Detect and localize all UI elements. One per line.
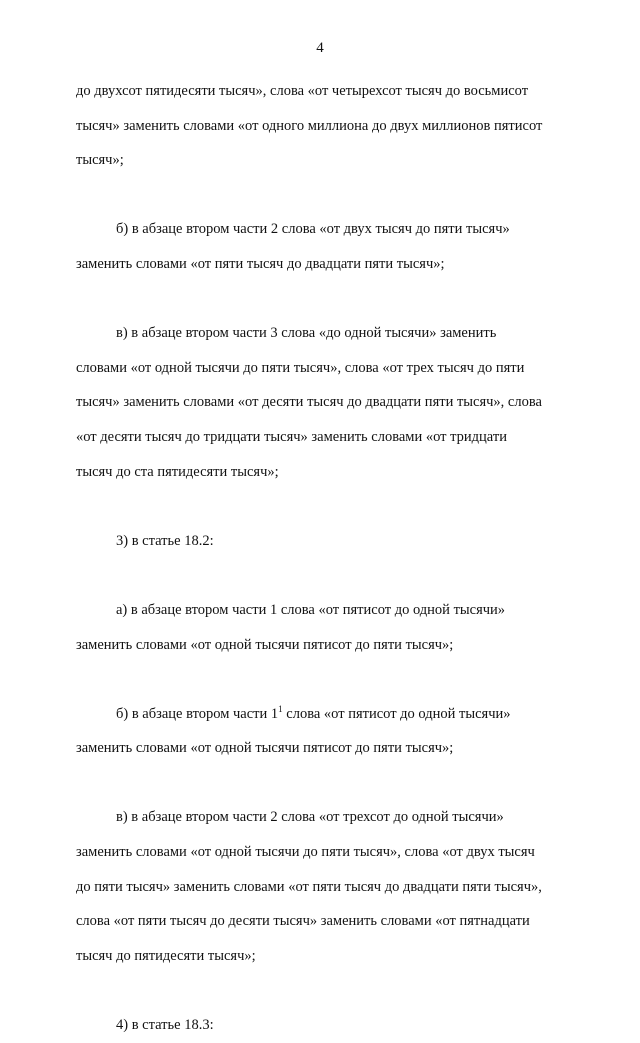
paragraph-item-a-part1 <box>76 593 566 662</box>
text-line: заменить словами «от одной тысячи пятисот до пяти тысяч»; <box>76 636 454 653</box>
text-line: а) в абзаце втором части 1 слова «от пятисот до одной тысячи» <box>116 601 506 618</box>
text-line: слова «от пяти тысяч до десяти тысяч» заменить словами «от пятнадцати <box>76 913 530 930</box>
text-line: заменить словами «от пяти тысяч до двадцати пяти тысяч»; <box>76 255 445 272</box>
paragraph-continuation <box>76 74 566 178</box>
document-body <box>76 74 566 1043</box>
text-line: тысяч» заменить словами «от одного миллиона до двух миллионов пятисот <box>76 117 543 134</box>
text-line: 4) в статье 18.3: <box>116 1017 214 1034</box>
text-line: в) в абзаце втором части 2 слова «от трехсот до одной тысячи» <box>116 809 504 826</box>
text-line: 3) в статье 18.2: <box>116 532 214 549</box>
text-line: до пяти тысяч» заменить словами «от пяти тысяч до двадцати пяти тысяч», <box>76 878 542 895</box>
text-line: «от десяти тысяч до тридцати тысяч» заменить словами «от тридцати <box>76 428 507 445</box>
text-segment: слова «от пятисот до одной тысячи» <box>282 705 511 722</box>
text-line: в) в абзаце втором части 3 слова «до одной тысячи» заменить <box>116 325 497 342</box>
text-line: тысяч до пятидесяти тысяч»; <box>76 947 256 964</box>
text-line: тысяч до ста пятидесяти тысяч»; <box>76 463 279 480</box>
text-line: до двухсот пятидесяти тысяч», слова «от четырехсот тысяч до восьмисот <box>76 83 529 99</box>
text-line: тысяч» заменить словами «от десяти тысяч до двадцати пяти тысяч», слова <box>76 394 542 411</box>
text-line <box>76 697 566 732</box>
text-line: словами «от одной тысячи до пяти тысяч», слова «от трех тысяч до пяти <box>76 359 525 376</box>
text-line: б) в абзаце втором части 2 слова «от двух тысяч до пяти тысяч» <box>116 221 510 238</box>
text-segment: б) в абзаце втором части 1 <box>116 705 279 722</box>
text-line: заменить словами «от одной тысячи до пяти тысяч», слова «от двух тысяч <box>76 844 535 861</box>
paragraph-item-b-part2 <box>76 212 566 281</box>
paragraph-item-4 <box>76 1008 566 1043</box>
text-line: заменить словами «от одной тысячи пятисот до пяти тысяч»; <box>76 740 454 757</box>
page-number: 4 <box>316 40 324 56</box>
text-line: тысяч»; <box>76 152 124 169</box>
superscript: 1 <box>278 703 283 714</box>
paragraph-item-v-part2 <box>76 800 566 973</box>
paragraph-item-b-part1-1 <box>76 697 566 766</box>
paragraph-item-3 <box>76 524 566 559</box>
paragraph-item-v-part3 <box>76 316 566 489</box>
